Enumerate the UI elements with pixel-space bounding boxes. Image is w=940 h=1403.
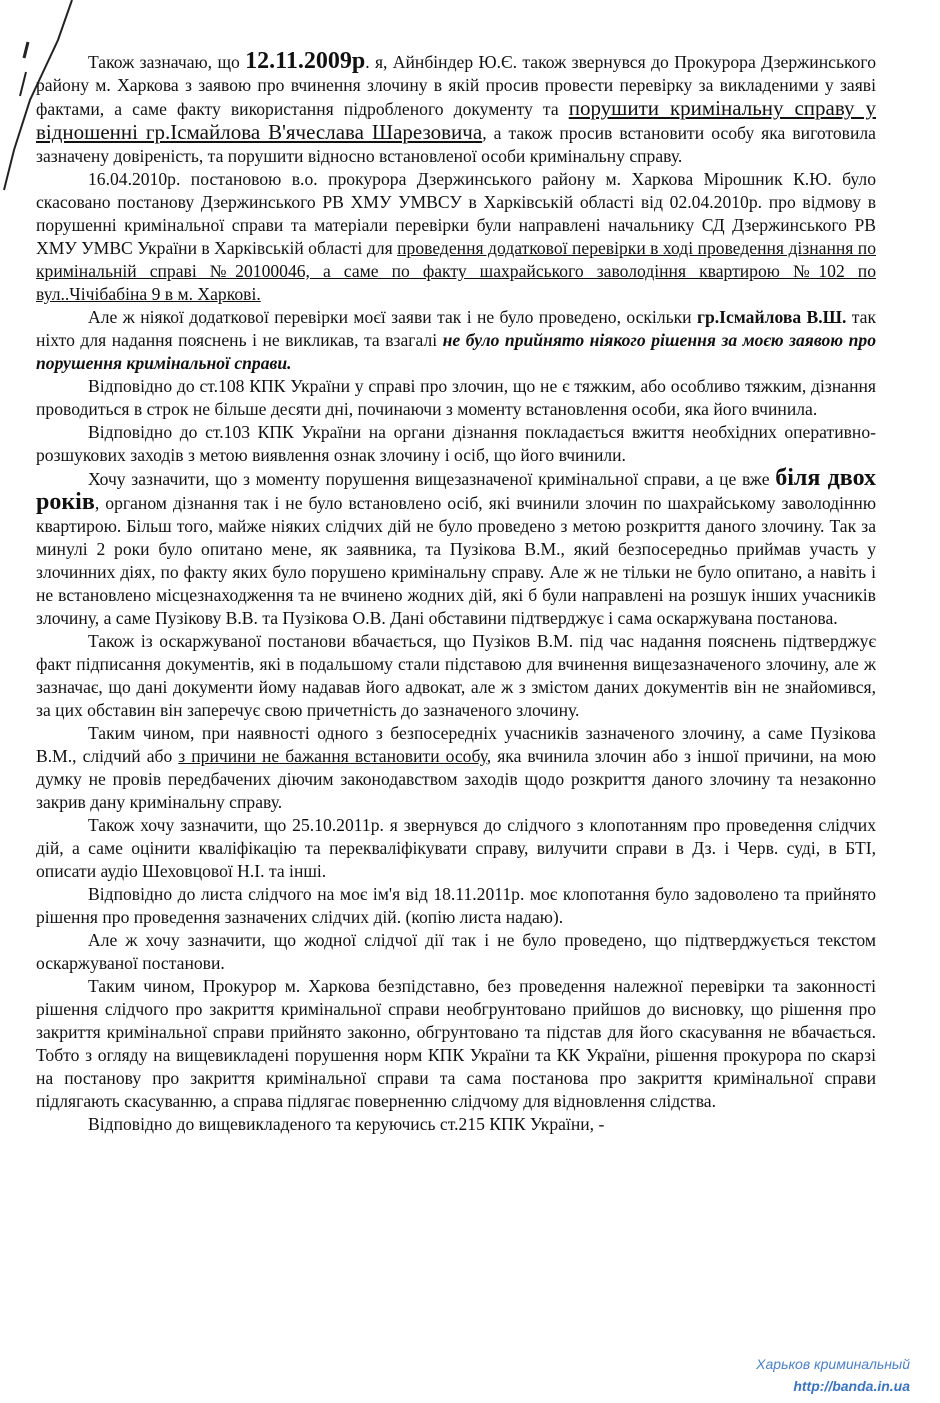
underlined-text: проведення додаткової перевірки в ході проведення дізнання по кримінальній справі №20100046, а саме по факту шахрайського заволодіння квартирою №102 по вул..Чічібабіна 9 в м. Харкові. — [36, 238, 877, 304]
paragraph-6 — [36, 467, 876, 630]
underlined-request: порушити кримінальну справу у відношенні гр.Ісмайлова В'ячеслава Шарезовича — [36, 96, 876, 144]
paragraph-7: Також із оскаржуваної постанови вбачається, що Пузіков В.М. під час надання пояснень підтверджує факт підписання документів, які в подальшому стали підставою для вчинення вищезазначеного злочину, але ж зазначає, що дані документи йому надавав його адвокат, але ж з змістом даних документів він не знайомився, за цих обставин він заперечує свою причетність до зазначеного злочину. — [36, 631, 876, 720]
text: . я, Айнбіндер Ю.Є. також звернувся до Прокурора Дзержинського району м. Харкова з заявою про вчинення злочину в якій просив провести перевірку за викладеними у заяві фактами, а саме факту використання підробленого документу та — [36, 52, 876, 119]
text: Таким чином, при наявності одного з безпосередніх учасників зазначеного злочину, а саме Пузікова В.М., слідчий або — [36, 723, 876, 766]
text: , а також просив встановити особу яка виготовила зазначену довіреність, та порушити відносно встановленої особи кримінальну справу. — [36, 123, 876, 166]
underlined-text: з причини не бажання встановити особу — [178, 746, 487, 766]
text: так ніхто для надання пояснень і не викликав, та взагалі — [36, 307, 876, 350]
document-body — [36, 50, 876, 1136]
watermark-url: http://banda.in.ua — [793, 1378, 910, 1394]
text: Але ж ніякої додаткової перевірки моєї заяви так і не було проведено, оскільки — [88, 307, 697, 327]
paragraph-13: Відповідно до вищевикладеного та керуючись ст.215 КПК України, - — [88, 1114, 605, 1134]
watermark-title: Харьков криминальный — [756, 1356, 910, 1372]
paragraph-2 — [36, 168, 876, 306]
paragraph-12: Таким чином, Прокурор м. Харкова безпідставно, без проведення належної перевірки та законності рішення слідчого про закриття кримінальної справи необгрунтовано прийшов до висновку, що рішення про закриття кримінальної справи прийнято законно, обгрунтовано та підстав для його скасування не вбачається. Тобто з огляду на вищевикладені порушення норм КПК України та КК України, рішення прокурора по скарзі на постанову про закриття кримінальної справи та сама постанова про закриття кримінальної справи підлягають скасуванню, а справа підлягає поверненню слідчому для відновлення слідства. — [36, 976, 876, 1111]
bold-date: 12.11.2009р — [245, 48, 366, 74]
text: , органом дізнання так і не було встановлено осіб, які вчинили злочин по шахрайському заволодінню квартирою. Більш того, майже ніяких слідчих дій не було проведено з метою розкриття даного злочину. Так за минулі 2 роки було опитано мене, як заявника, та Пузікова В.М., який безпосередньо приймав участь у злочинних діях, по факту яких було порушено кримінальну справу. Але ж не тільки не було опитано, а навіть і не встановлено місцезнаходження та не вчинено жодних дій, які б були направлені на розшук інших учасників злочину, а саме Пузікову В.В. та Пузікова О.В. Дані обставини підтверджує і сама оскаржувана постанова. — [36, 493, 876, 628]
bold-name: гр.Ісмайлова В.Ш. — [696, 307, 847, 327]
text: Також зазначаю, що — [88, 52, 246, 72]
bold-italic-text: не було прийнято ніякого рішення за моєю заявою про порушення кримінальної справи. — [36, 330, 876, 373]
paragraph-11: Але ж хочу зазначити, що жодної слідчої дії так і не було проведено, що підтверджується текстом оскаржуваної постанови. — [36, 930, 876, 973]
paragraph-5: Відповідно до ст.103 КПК України на органи дізнання покладається вжиття необхідних оперативно-розшукових заходів з метою виявлення ознак злочину і осіб, що його вчинили. — [36, 422, 876, 465]
site-watermark — [690, 1353, 910, 1397]
paragraph-4: Відповідно до ст.108 КПК України у справі про злочин, що не є тяжким, або особливо тяжким, дізнання проводиться в строк не більше десяти дні, починаючи з моменту встановлення особи, яка його вчинила. — [36, 376, 876, 419]
text: 16.04.2010р. постановою в.о. прокурора Дзержинського району м. Харкова Мірошник К.Ю. було скасовано постанову Дзержинського РВ ХМУ УМВСУ в Харківській області від 02.04.2010р. про відмову в порушенні кримінальної справи та матеріали перевірки були направлені начальнику СД Дзержинського РВ ХМУ УМВС України в Харківській області для — [36, 169, 876, 258]
paragraph-1 — [36, 50, 876, 168]
paragraph-10: Відповідно до листа слідчого на моє ім'я від 18.11.2011р. моє клопотання було задоволено та прийнято рішення про проведення зазначених слідчих дій. (копію листа надаю). — [36, 884, 876, 927]
bold-emphasis: біля двох років — [36, 465, 876, 515]
text: Хочу зазначити, що з моменту порушення вищезазначеної кримінальної справи, а це вже — [88, 469, 776, 489]
text: , яка вчинила злочин або з іншої причини, на мою думку не провів передбачених діючим законодавством заходів щодо розкриття даного злочину та незаконно закрив дану кримінальну справу. — [36, 746, 876, 812]
paragraph-8 — [36, 722, 876, 814]
paragraph-3 — [36, 306, 876, 375]
paragraph-9: Також хочу зазначити, що 25.10.2011р. я звернувся до слідчого з клопотанням про проведення слідчих дій, а саме оцінити кваліфікацію та перекваліфікувати справу, вилучити справи в Дз. і Черв. суді, в БТІ, описати аудіо Шеховцової Н.І. та інші. — [36, 815, 876, 881]
